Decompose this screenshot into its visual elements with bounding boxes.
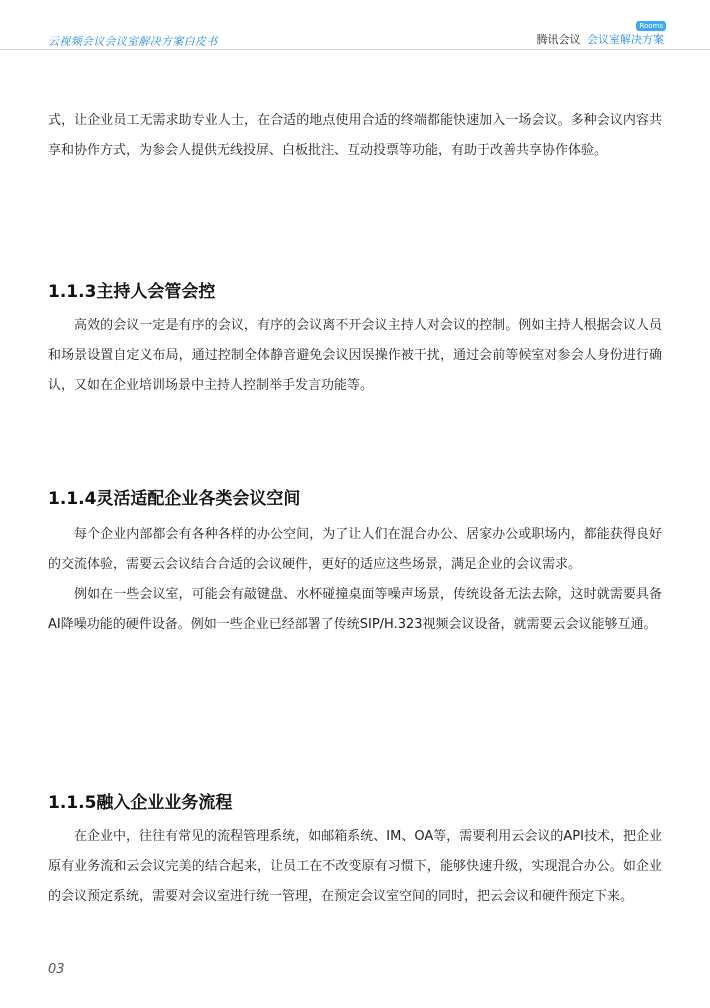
section-body-1-1-3 <box>48 311 662 401</box>
brand-title <box>537 31 665 47</box>
section-heading-1-1-5: 1.1.5融入企业业务流程 <box>48 793 233 813</box>
header-divider <box>0 49 710 50</box>
paragraph: 每个企业内部都会有各种各样的办公空间，为了让人们在混合办公、居家办公或职场内，都能获得良好的交流体验，需要云会议结合合适的会议硬件，更好的适应这些场景，满足企业的会议需求。 <box>48 527 662 572</box>
section-body-1-1-4 <box>48 520 662 640</box>
section-body-1-1-5 <box>48 822 662 912</box>
paragraph: 例如在一些会议室，可能会有敲键盘、水杯碰撞桌面等噪声场景，传统设备无法去除，这时就需要具备AI降噪功能的硬件设备。例如一些企业已经部署了传统SIP/H.323视频会议设备，就需要云会议能够互通。 <box>48 587 662 632</box>
page-number: 03 <box>48 962 65 977</box>
section-heading-1-1-3: 1.1.3主持人会管会控 <box>48 282 216 302</box>
rooms-badge: Rooms <box>636 21 666 31</box>
paragraph: 高效的会议一定是有序的会议，有序的会议离不开会议主持人对会议的控制。例如主持人根据会议人员和场景设置自定义布局，通过控制全体静音避免会议因误操作被干扰，通过会前等候室对参会人身份进行确认，又如在企业培训场景中主持人控制举手发言功能等。 <box>48 318 662 393</box>
paragraph: 在企业中，往往有常见的流程管理系统，如邮箱系统、IM、OA等，需要利用云会议的API技术，把企业原有业务流和云会议完美的结合起来，让员工在不改变原有习惯下，能够快速升级，实现混合办公。如企业的会议预定系统，需要对会议室进行统一管理，在预定会议室空间的同时，把云会议和硬件预定下来。 <box>48 829 662 904</box>
section-heading-1-1-4: 1.1.4灵活适配企业各类会议空间 <box>48 489 301 509</box>
intro-paragraph: 式，让企业员工无需求助专业人士，在合适的地点使用合适的终端都能快速加入一场会议。多种会议内容共享和协作方式，为参会人提供无线投屏、白板批注、互动投票等功能，有助于改善共享协作体验。 <box>48 113 662 158</box>
document-title: 云视频会议会议室解决方案白皮书 <box>48 35 218 48</box>
brand-name: 腾讯会议 <box>536 33 581 46</box>
brand-subtitle: 会议室解决方案 <box>587 33 664 46</box>
intro-block <box>48 106 662 166</box>
